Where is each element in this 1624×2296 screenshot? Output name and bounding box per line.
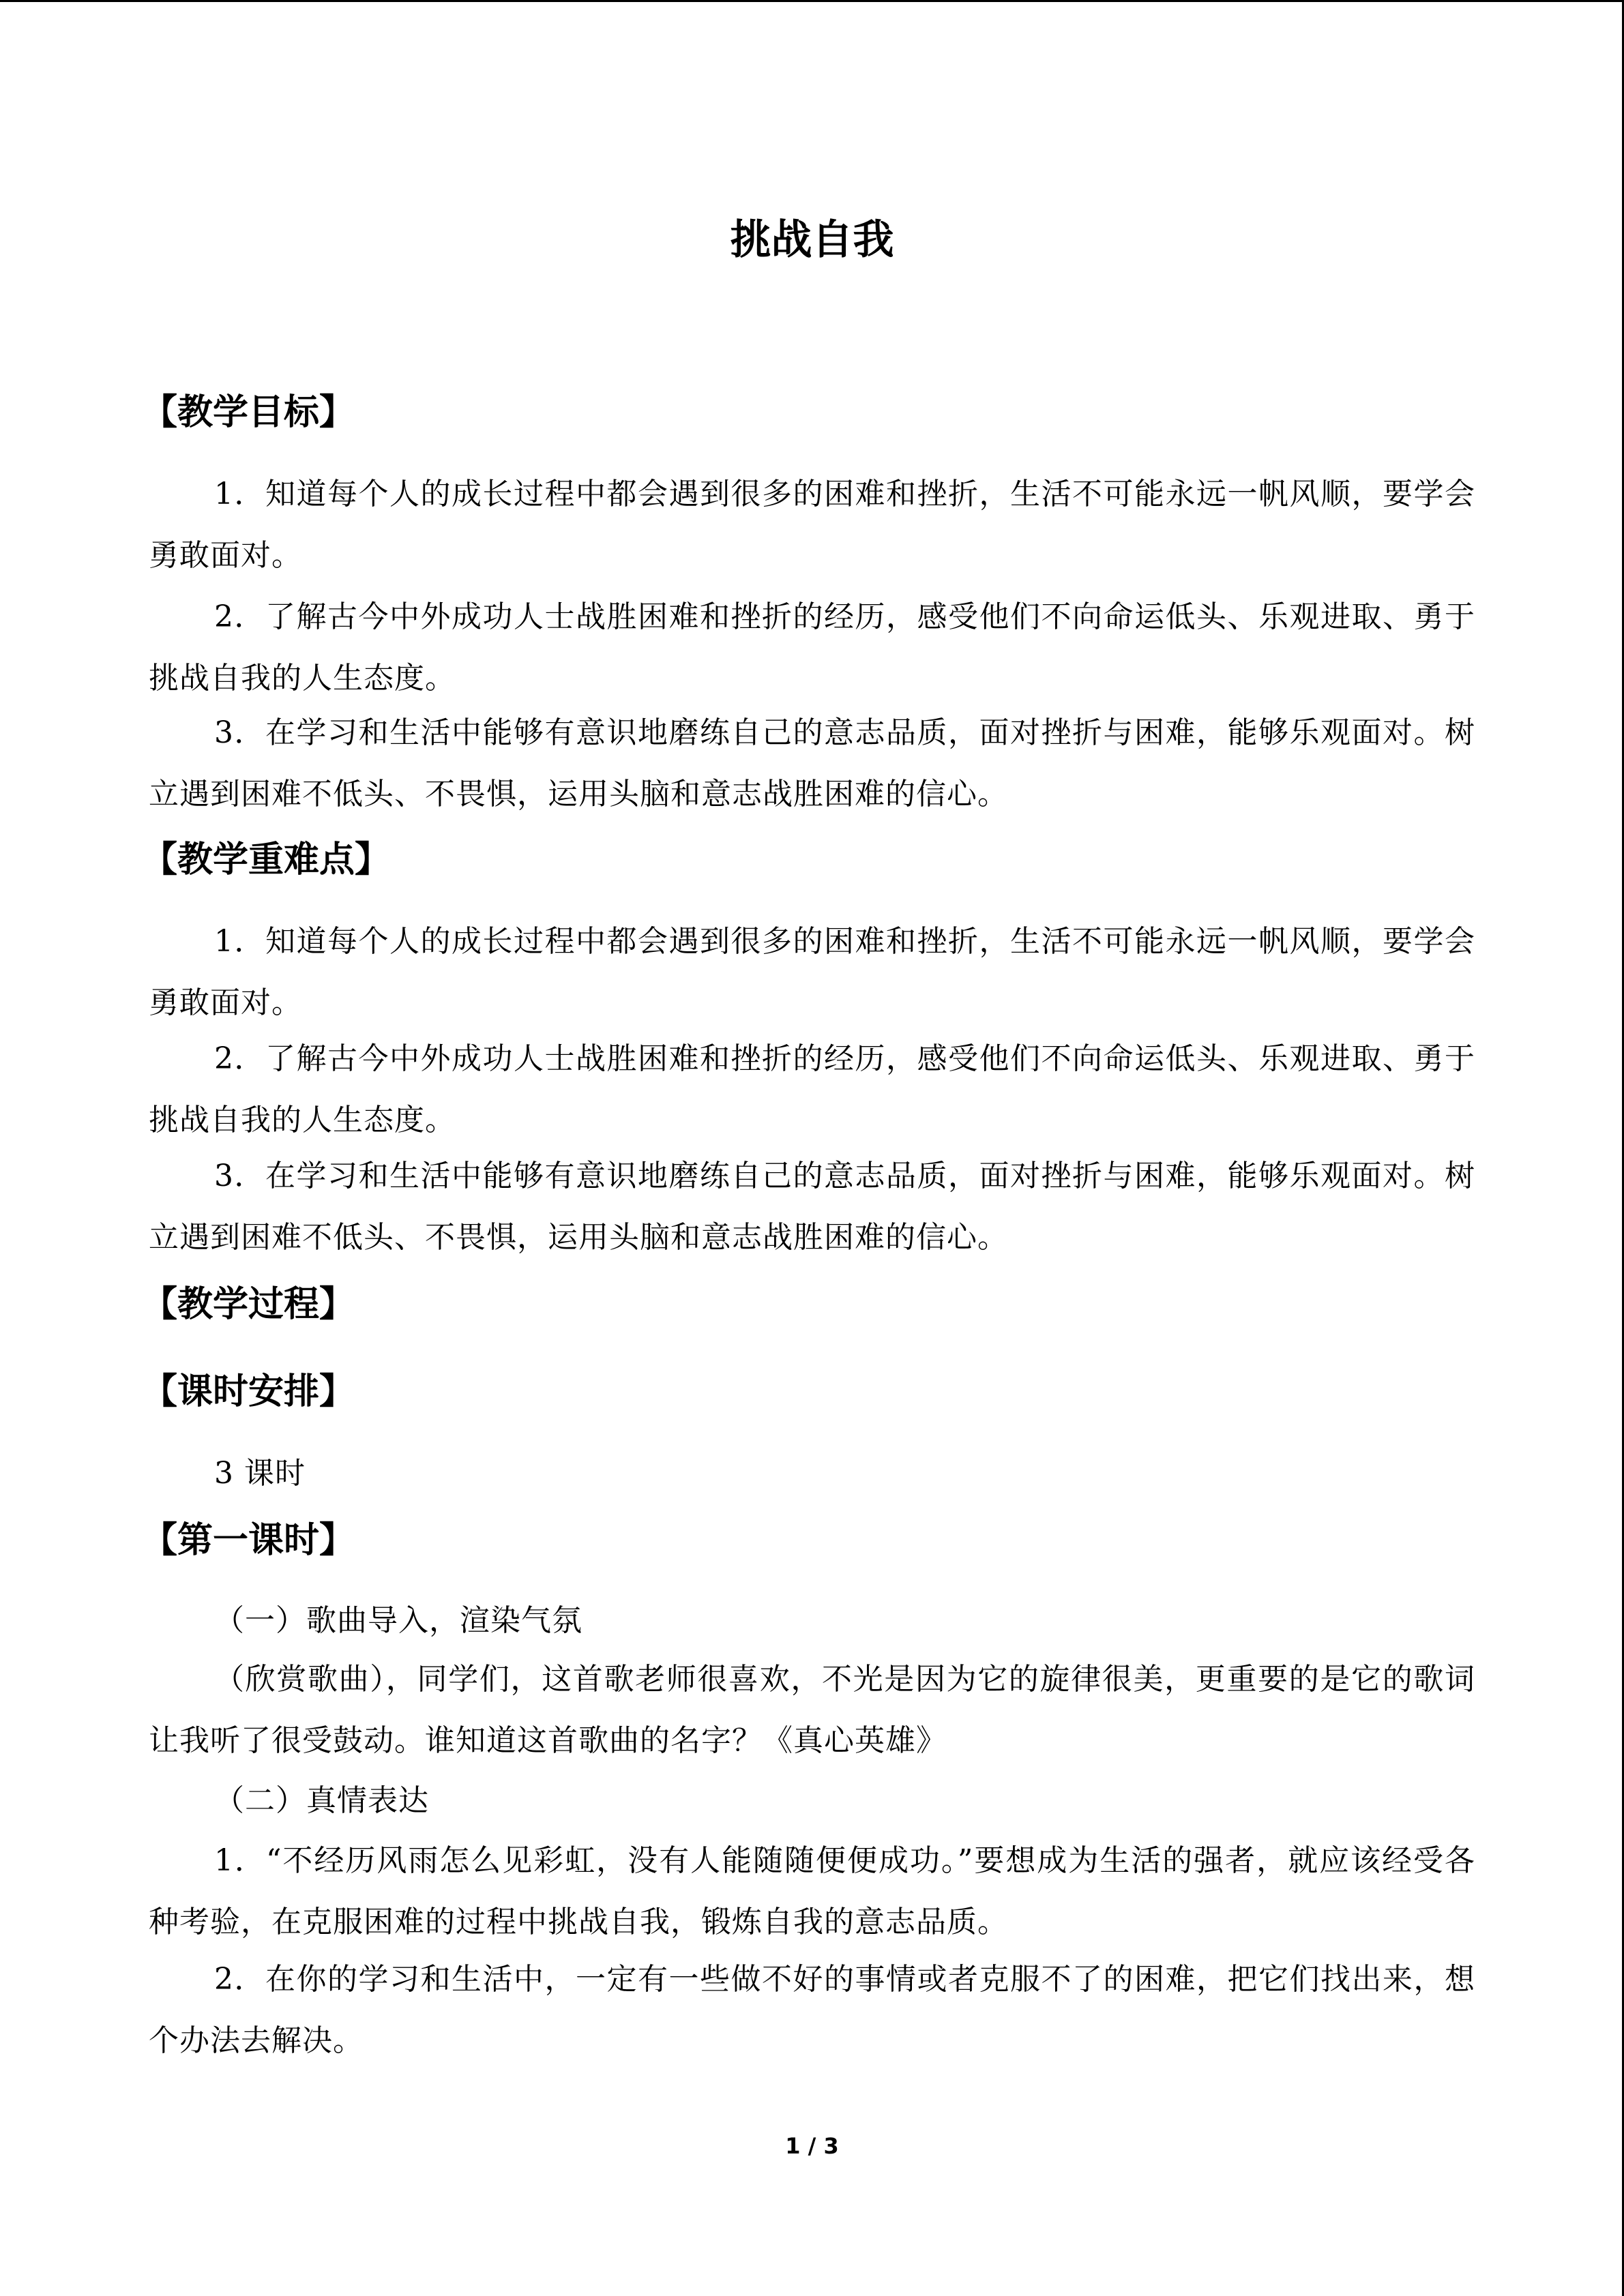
objectives-item-2: 2．了解古今中外成功人士战胜困难和挫折的经历，感受他们不向命运低头、乐观进取、勇于挑战自我的人生态度。 [149,599,1475,696]
objectives-item-3: 3．在学习和生活中能够有意识地磨练自己的意志品质，面对挫折与困难，能够乐观面对。树立遇到困难不低头、不畏惧，运用头脑和意志战胜困难的信心。 [149,715,1475,811]
lesson-one-part-two-item-1: 1．“不经历风雨怎么见彩虹，没有人能随随便便成功。”要想成为生活的强者，就应该经受各种考验，在克服困难的过程中挑战自我，锻炼自我的意志品质。 [149,1843,1475,1939]
lesson-one-part-one-title: （一）歌曲导入，渲染气氛 [214,1603,582,1638]
heading-process: 【教学过程】 [142,1284,355,1325]
heading-lesson-one: 【第一课时】 [142,1520,355,1561]
objectives-item-1: 1．知道每个人的成长过程中都会遇到很多的困难和挫折，生活不可能永远一帆风顺，要学会勇敢面对。 [149,477,1475,573]
heading-objectives: 【教学目标】 [142,392,355,433]
heading-key-points: 【教学重难点】 [142,839,391,880]
key-points-item-1: 1．知道每个人的成长过程中都会遇到很多的困难和挫折，生活不可能永远一帆风顺，要学会勇敢面对。 [149,924,1475,1020]
lesson-one-part-two-title: （二）真情表达 [214,1783,429,1818]
heading-schedule: 【课时安排】 [142,1371,355,1412]
document-title: 挑战自我 [730,216,894,264]
key-points-item-3: 3．在学习和生活中能够有意识地磨练自己的意志品质，面对挫折与困难，能够乐观面对。树立遇到困难不低头、不畏惧，运用头脑和意志战胜困难的信心。 [149,1159,1475,1255]
lesson-one-part-one-text: （欣赏歌曲），同学们，这首歌老师很喜欢，不光是因为它的旋律很美，更重要的是它的歌词让我听了很受鼓动。谁知道这首歌曲的名字？《真心英雄》 [149,1662,1475,1758]
schedule-value: 3 课时 [214,1456,306,1491]
page-number: 1 / 3 [785,2133,839,2159]
lesson-one-part-two-item-2: 2．在你的学习和生活中，一定有一些做不好的事情或者克服不了的困难，把它们找出来，想个办法去解决。 [149,1962,1475,2058]
key-points-item-2: 2．了解古今中外成功人士战胜困难和挫折的经历，感受他们不向命运低头、乐观进取、勇于挑战自我的人生态度。 [149,1041,1475,1137]
